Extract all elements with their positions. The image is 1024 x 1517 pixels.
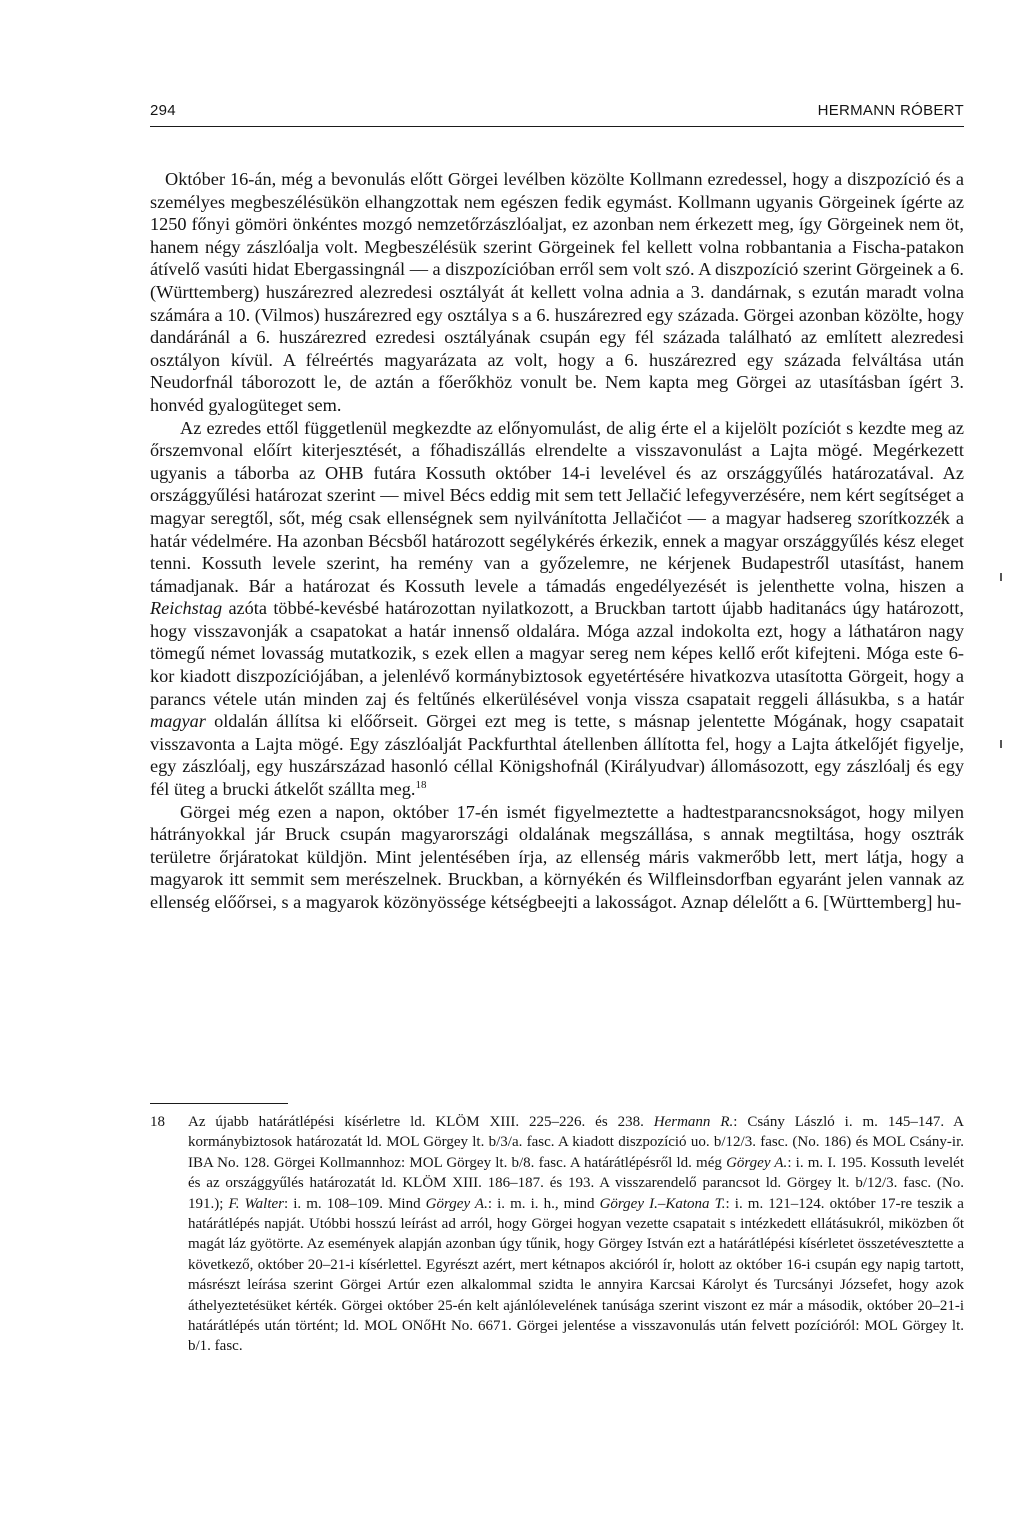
paragraph: [150, 168, 964, 417]
page-header: [150, 102, 964, 126]
footnote-author: Görgey I.–Katona T.: [599, 1195, 726, 1212]
main-text: [150, 168, 964, 914]
footnote-text-part: : i. m. I. 195. Kossuth levelét és az országgyűlés határozatát ld. KLÖM XIII. 186–187. és 193. A visszarendelő parancsot ld. Görgey lt. b/12/3. fasc. (No. 191.);: [188, 1154, 964, 1212]
italic-term: magyar: [150, 711, 206, 732]
paragraph-text: oldalán állítsa ki előőrseit. Görgei ezt meg is tette, s másnap jelentette Mógának, hogy csapatait visszavonta a Lajta mögé. Egy zászlóalját Packfurthtal átellenben állította fel, hogy a Lajta átkelőjét figyelje, egy zászlóalj, egy huszárszázad hasonló céllal Königshofnál (Királyudvar) állomásozott, egy zászlóalj és egy fél üteg a brucki átkelőt szállta meg.: [150, 711, 964, 800]
paragraph-text: Október 16-án, még a bevonulás előtt Görgei levélben közölte Kollmann ezredessel, hogy a diszpozíció és a személyes megbeszélésükön elhangzottak nem egészen fedik egymást. Kollmann ugyanis Görgeinek ígérte az 1250 főnyi gömöri önkéntes mozgó nemzetőrzászlóaljat, ez azonban nem érkezett meg, így Görgeinek nem öt, hanem négy zászlóalja volt. Megbeszélésük szerint Görgeinek fel kellett volna robbantania a Fischa-patakon átívelő vasúti hidat Ebergassingnál — a diszpozícióban erről sem volt szó. A diszpozíció szerint Görgeinek a 6. (Württemberg) huszárezred alezredesi osztályát át kellett volna adnia a 3. dandárnak, s ezután maradt volna számára a 10. (Vilmos) huszárezred egy osztálya s a 6. huszárezred egy százada. Görgei azonban közölte, hogy dandáránál a 6. huszárezred ezredesi osztályának csupán egy fél százada található az említett alezredesi osztályon kívül. A félreértés magyarázata az volt, hogy a 6. huszárezred egy százada felváltása után Neudorfnál táborozott le, de aztán a főerőkhöz vonult be. Nem kapta meg Görgei az utasításban ígért 3. honvéd gyalogüteget sem.: [150, 169, 964, 415]
paragraph-text: Az ezredes ettől függetlenül megkezdte az előnyomulást, de alig érte el a kijelölt pozíciót s kezdte meg az őrszemvonal előírt kiterjesztését, a főhadiszállás elrendelte a visszavonulást a Lajta mögé. Megérkezett ugyanis a táborba az OHB futára Kossuth október 14-i levelével és az országgyűlés határozatával. Az országgyűlési határozat szerint — mivel Bécs eddig mit sem tett Jellačić lefegyverzésére, nem kért segítséget a magyar seregtől, sőt, még csak ellenségnek sem nyilvánította Jellačićot — a magyar hadsereg szorítkozzék a határ védelmére. Ha azonban Bécsből határozott segélykérés érkezik, ennek a magyar országgyűlés kész eleget tenni. Kossuth levele szerint, ha remény van a győzelemre, ne kérjenek Budapestről utasítást, hanem támadjanak. Bár a határozat és Kossuth levele a támadás engedélyezését is jelenthette volna, hiszen a: [150, 417, 964, 596]
footnote-text-part: Az újabb határátlépési kísérletre ld. KLÖM XIII. 225–226. és 238.: [188, 1114, 654, 1130]
footnote-number: 18: [150, 1114, 165, 1130]
header-rule: [150, 126, 964, 127]
footnote: [150, 1112, 964, 1357]
footnote-author: Görgey A.: [425, 1195, 488, 1212]
footnote-reference[interactable]: 18: [415, 779, 427, 792]
footnote-text: [188, 1112, 964, 1357]
paragraph-text: Görgei még ezen a napon, október 17-én ismét figyelmeztette a hadtestparancsnokságot, hogy milyen hátrányokkal jár Bruck csupán magyarországi oldalának megszállása, s annak megtiltása, hogy osztrák területre őrjáratokat küldjön. Mint jelentésében írja, az ellenség máris vakmerőbb lett, mert látja, hogy a magyarok itt semmit sem merészelnek. Bruckban, a környékén és Wilfleinsdorfban egyaránt jelen vannak az ellenség előőrsei, s a magyarok közönyössége kétségbeejti a lakosságot. Aznap délelőtt a 6. [Württemberg] hu-: [150, 801, 964, 912]
running-head: HERMANN RÓBERT: [817, 102, 964, 119]
footnote-author: Görgey A.: [726, 1154, 788, 1171]
paragraph-text: azóta többé-kevésbé határozottan nyilatkozott, a Bruckban tartott újabb haditanács úgy határozott, hogy visszavonják a csapatokat a határ innenső oldalára. Móga azzal indokolta ezt, hogy a láthatáron nagy tömegű német lovasság mutatkozik, s ezek ellen a magyar sereg nem képes kellő erőt kifejteni. Móga este 6-kor kiadott diszpozíciójában, a jelenlévő kormánybiztosok egyetértésére hivatkozva utasította Görgeit, hogy a parancs vétele után minden zaj és feltűnés elkerülésével vonja vissza csapatait reggeli állásukba, s a határ: [150, 598, 964, 709]
margin-mark: [1000, 573, 1002, 581]
footnote-text-part: : i. m. 108–109. Mind: [284, 1195, 426, 1212]
italic-term: Reichstag: [150, 598, 223, 619]
paragraph: [150, 801, 964, 914]
margin-mark: [1000, 740, 1002, 748]
page-number: 294: [150, 102, 176, 119]
footnote-text-part: : i. m. i. h., mind: [487, 1195, 600, 1212]
footnote-author: F. Walter: [228, 1195, 285, 1212]
footnote-author: Hermann R.: [653, 1114, 734, 1130]
footnote-text-part: : Csány László i. m. 145–147. A kormánybiztosok határozatát ld. MOL Görgey lt. b/3/a. fasc. A kiadott diszpozíció uo. b/12/3. fasc. (No. 186) és MOL Csány-ir. IBA No. 128. Görgei Kollmannhoz: MOL Görgey lt. b/8. fasc. A határátlépésről ld. még: [188, 1114, 964, 1171]
paragraph: [150, 417, 964, 801]
footnote-text-part: : i. m. 121–124. október 17-re teszik a határátlépés napját. Utóbbi hosszú leírást ad arról, hogy Görgei hogyan vezette csapatait s intézkedett ellátásukról, miközben őt magát láz gyötörte. Az események alapján azonban úgy tűnik, hogy Görgey István ezt a határátlépési kísérletet összetévesztette a következő, október 20–21-i kísérlettel. Egyrészt azért, mert kétnapos akcióról ír, holott az október 16-i csupán egy napig tartott, másrészt leírása szerint Görgei Artúr ezen alkalommal szidta le annyira Karcsai Károlyt és Turcsányi Józsefet, hogy azok áthelyeztetésüket kérték. Görgei október 25-én kelt ajánlólevelének tanúsága szerint viszont ez már a második, október 20–21-i határátlépés után történt; ld. MOL ONőHt No. 6671. Görgei jelentése a visszavonulás után felvett pozícióról: MOL Görgey lt. b/1. fasc.: [188, 1195, 964, 1355]
footnote-rule: [150, 1103, 288, 1104]
